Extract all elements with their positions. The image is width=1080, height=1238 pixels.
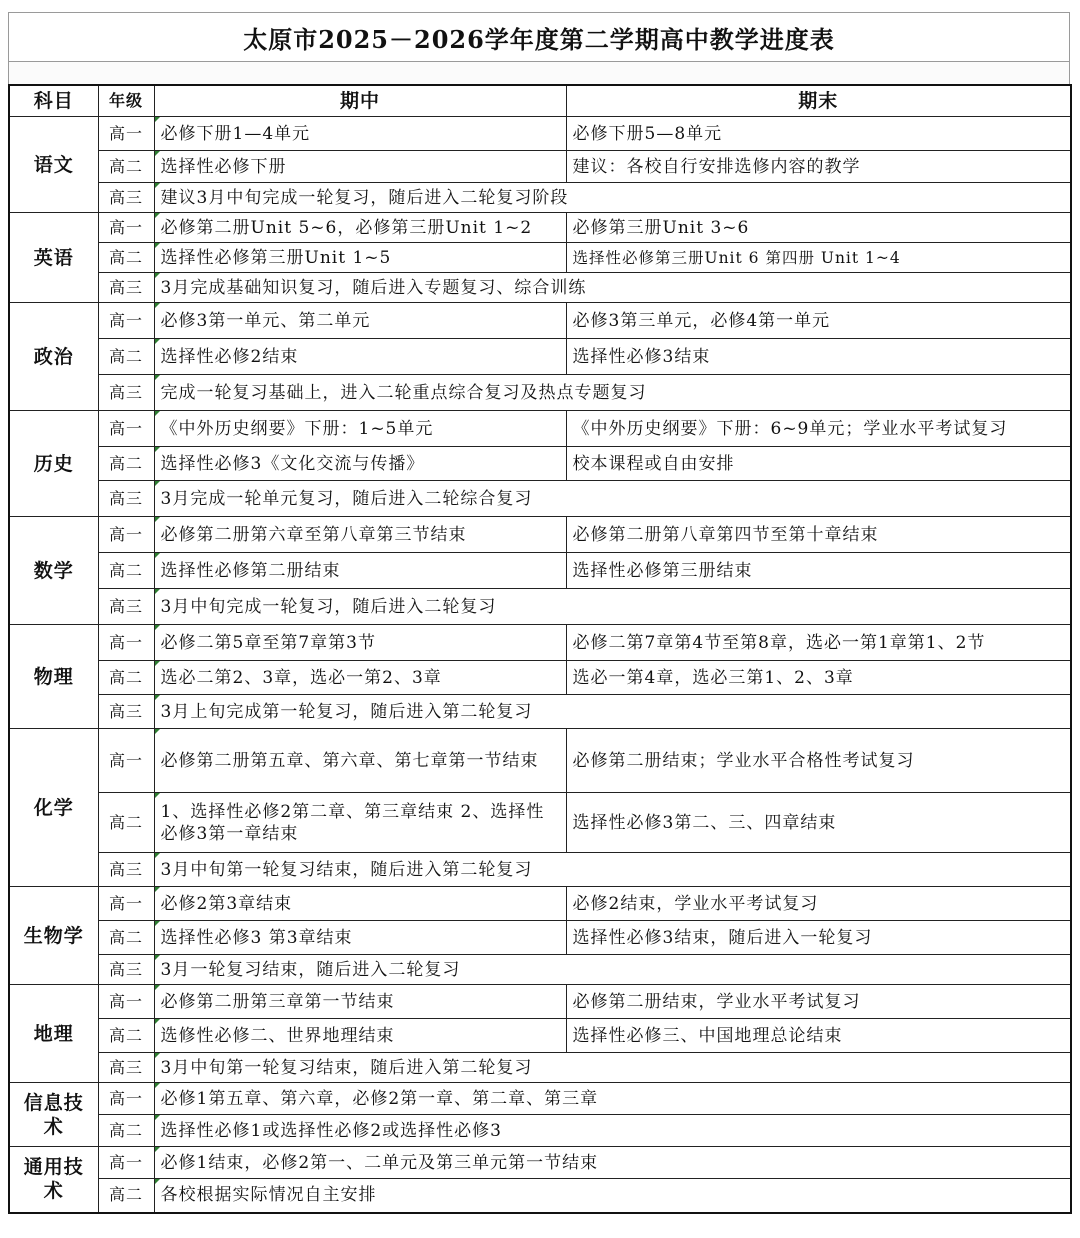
subject-name: 政治 bbox=[9, 303, 98, 411]
grade-label: 高二 bbox=[98, 1179, 154, 1213]
final-cell: 必修下册5—8单元 bbox=[566, 117, 1071, 151]
midterm-cell: 选择性必修第二册结束 bbox=[154, 553, 566, 589]
spacer-row bbox=[8, 61, 1070, 84]
table-row bbox=[9, 1147, 1071, 1179]
table-row bbox=[9, 1083, 1071, 1115]
subject-name: 英语 bbox=[9, 213, 98, 303]
table-row bbox=[9, 793, 1071, 853]
table-row bbox=[9, 985, 1071, 1019]
table-row bbox=[9, 117, 1071, 151]
schedule-table bbox=[8, 84, 1072, 1214]
table-row bbox=[9, 517, 1071, 553]
schedule-sheet bbox=[8, 12, 1070, 1214]
table-row bbox=[9, 303, 1071, 339]
grade-label: 高二 bbox=[98, 151, 154, 183]
full-plan-cell: 3月中旬第一轮复习结束，随后进入第二轮复习 bbox=[154, 853, 1071, 887]
full-plan-cell: 建议3月中旬完成一轮复习，随后进入二轮复习阶段 bbox=[154, 183, 1071, 213]
table-row bbox=[9, 729, 1071, 793]
final-cell: 必修第二册第八章第四节至第十章结束 bbox=[566, 517, 1071, 553]
header-grade: 年级 bbox=[98, 85, 154, 117]
table-row bbox=[9, 1053, 1071, 1083]
table-row bbox=[9, 183, 1071, 213]
table-row bbox=[9, 243, 1071, 273]
grade-label: 高二 bbox=[98, 339, 154, 375]
table-row bbox=[9, 1115, 1071, 1147]
full-plan-cell: 3月中旬完成一轮复习，随后进入二轮复习 bbox=[154, 589, 1071, 625]
midterm-cell: 1、选择性必修2第二章、第三章结束 2、选择性必修3第一章结束 bbox=[154, 793, 566, 853]
midterm-cell: 选择性必修2结束 bbox=[154, 339, 566, 375]
midterm-cell: 选择性必修3《文化交流与传播》 bbox=[154, 447, 566, 481]
final-cell: 选择性必修三、中国地理总论结束 bbox=[566, 1019, 1071, 1053]
grade-label: 高二 bbox=[98, 1115, 154, 1147]
subject-name: 化学 bbox=[9, 729, 98, 887]
table-row bbox=[9, 589, 1071, 625]
midterm-cell: 选择性必修下册 bbox=[154, 151, 566, 183]
final-cell: 校本课程或自由安排 bbox=[566, 447, 1071, 481]
grade-label: 高二 bbox=[98, 921, 154, 955]
full-plan-cell: 必修1结束，必修2第一、二单元及第三单元第一节结束 bbox=[154, 1147, 1071, 1179]
subject-name: 语文 bbox=[9, 117, 98, 213]
table-row bbox=[9, 273, 1071, 303]
final-cell: 选择性必修3结束 bbox=[566, 339, 1071, 375]
grade-label: 高一 bbox=[98, 985, 154, 1019]
grade-label: 高一 bbox=[98, 517, 154, 553]
final-cell: 必修3第三单元，必修4第一单元 bbox=[566, 303, 1071, 339]
midterm-cell: 《中外历史纲要》下册：1~5单元 bbox=[154, 411, 566, 447]
midterm-cell: 选择性必修第三册Unit 1~5 bbox=[154, 243, 566, 273]
full-plan-cell: 3月完成一轮单元复习，随后进入二轮综合复习 bbox=[154, 481, 1071, 517]
final-cell: 选择性必修3第二、三、四章结束 bbox=[566, 793, 1071, 853]
final-cell: 选择性必修第三册结束 bbox=[566, 553, 1071, 589]
grade-label: 高三 bbox=[98, 273, 154, 303]
table-row bbox=[9, 853, 1071, 887]
table-row bbox=[9, 553, 1071, 589]
grade-label: 高一 bbox=[98, 213, 154, 243]
full-plan-cell: 3月完成基础知识复习，随后进入专题复习、综合训练 bbox=[154, 273, 1071, 303]
grade-label: 高一 bbox=[98, 887, 154, 921]
grade-label: 高一 bbox=[98, 1083, 154, 1115]
subject-name: 数学 bbox=[9, 517, 98, 625]
grade-label: 高二 bbox=[98, 447, 154, 481]
grade-label: 高三 bbox=[98, 481, 154, 517]
grade-label: 高一 bbox=[98, 411, 154, 447]
grade-label: 高三 bbox=[98, 853, 154, 887]
grade-label: 高二 bbox=[98, 661, 154, 695]
final-cell: 建议：各校自行安排选修内容的教学 bbox=[566, 151, 1071, 183]
table-row bbox=[9, 887, 1071, 921]
midterm-cell: 选择性必修3 第3章结束 bbox=[154, 921, 566, 955]
grade-label: 高一 bbox=[98, 625, 154, 661]
full-plan-cell: 完成一轮复习基础上，进入二轮重点综合复习及热点专题复习 bbox=[154, 375, 1071, 411]
final-cell: 《中外历史纲要》下册：6~9单元；学业水平考试复习 bbox=[566, 411, 1071, 447]
final-cell: 必修二第7章第4节至第8章，选必一第1章第1、2节 bbox=[566, 625, 1071, 661]
full-plan-cell: 3月上旬完成第一轮复习，随后进入第二轮复习 bbox=[154, 695, 1071, 729]
midterm-cell: 必修第二册第五章、第六章、第七章第一节结束 bbox=[154, 729, 566, 793]
table-row bbox=[9, 339, 1071, 375]
table-row bbox=[9, 151, 1071, 183]
table-row bbox=[9, 625, 1071, 661]
grade-label: 高二 bbox=[98, 243, 154, 273]
grade-label: 高一 bbox=[98, 117, 154, 151]
table-row bbox=[9, 411, 1071, 447]
midterm-cell: 必修第二册第六章至第八章第三节结束 bbox=[154, 517, 566, 553]
midterm-cell: 必修二第5章至第7章第3节 bbox=[154, 625, 566, 661]
grade-label: 高二 bbox=[98, 793, 154, 853]
table-row bbox=[9, 481, 1071, 517]
midterm-cell: 必修第二册Unit 5~6，必修第三册Unit 1~2 bbox=[154, 213, 566, 243]
table-row bbox=[9, 921, 1071, 955]
table-row bbox=[9, 955, 1071, 985]
grade-label: 高一 bbox=[98, 303, 154, 339]
table-row bbox=[9, 1019, 1071, 1053]
grade-label: 高一 bbox=[98, 1147, 154, 1179]
final-cell: 必修2结束，学业水平考试复习 bbox=[566, 887, 1071, 921]
full-plan-cell: 各校根据实际情况自主安排 bbox=[154, 1179, 1071, 1213]
subject-name: 物理 bbox=[9, 625, 98, 729]
final-cell: 选必一第4章，选必三第1、2、3章 bbox=[566, 661, 1071, 695]
grade-label: 高三 bbox=[98, 1053, 154, 1083]
midterm-cell: 必修2第3章结束 bbox=[154, 887, 566, 921]
midterm-cell: 必修下册1—4单元 bbox=[154, 117, 566, 151]
header-row bbox=[9, 85, 1071, 117]
header-final: 期末 bbox=[566, 85, 1071, 117]
table-row bbox=[9, 375, 1071, 411]
subject-name: 通用技术 bbox=[9, 1147, 98, 1213]
midterm-cell: 必修第二册第三章第一节结束 bbox=[154, 985, 566, 1019]
grade-label: 高三 bbox=[98, 955, 154, 985]
final-cell: 必修第三册Unit 3~6 bbox=[566, 213, 1071, 243]
midterm-cell: 选修性必修二、世界地理结束 bbox=[154, 1019, 566, 1053]
table-row bbox=[9, 1179, 1071, 1213]
grade-label: 高三 bbox=[98, 589, 154, 625]
grade-label: 高二 bbox=[98, 1019, 154, 1053]
header-midterm: 期中 bbox=[154, 85, 566, 117]
grade-label: 高二 bbox=[98, 553, 154, 589]
table-row bbox=[9, 447, 1071, 481]
full-plan-cell: 3月一轮复习结束，随后进入二轮复习 bbox=[154, 955, 1071, 985]
header-subject: 科目 bbox=[9, 85, 98, 117]
table-row bbox=[9, 661, 1071, 695]
midterm-cell: 选必二第2、3章，选必一第2、3章 bbox=[154, 661, 566, 695]
subject-name: 地理 bbox=[9, 985, 98, 1083]
full-plan-cell: 必修1第五章、第六章，必修2第一章、第二章、第三章 bbox=[154, 1083, 1071, 1115]
final-cell: 必修第二册结束，学业水平考试复习 bbox=[566, 985, 1071, 1019]
full-plan-cell: 选择性必修1或选择性必修2或选择性必修3 bbox=[154, 1115, 1071, 1147]
subject-name: 信息技术 bbox=[9, 1083, 98, 1147]
grade-label: 高一 bbox=[98, 729, 154, 793]
grade-label: 高三 bbox=[98, 375, 154, 411]
final-cell: 选择性必修3结束，随后进入一轮复习 bbox=[566, 921, 1071, 955]
table-row bbox=[9, 695, 1071, 729]
subject-name: 生物学 bbox=[9, 887, 98, 985]
subject-name: 历史 bbox=[9, 411, 98, 517]
grade-label: 高三 bbox=[98, 695, 154, 729]
midterm-cell: 必修3第一单元、第二单元 bbox=[154, 303, 566, 339]
grade-label: 高三 bbox=[98, 183, 154, 213]
final-cell: 选择性必修第三册Unit 6 第四册 Unit 1~4 bbox=[566, 243, 1071, 273]
table-row bbox=[9, 213, 1071, 243]
page-title: 太原市2025－2026学年度第二学期高中教学进度表 bbox=[8, 12, 1070, 61]
full-plan-cell: 3月中旬第一轮复习结束，随后进入第二轮复习 bbox=[154, 1053, 1071, 1083]
final-cell: 必修第二册结束；学业水平合格性考试复习 bbox=[566, 729, 1071, 793]
